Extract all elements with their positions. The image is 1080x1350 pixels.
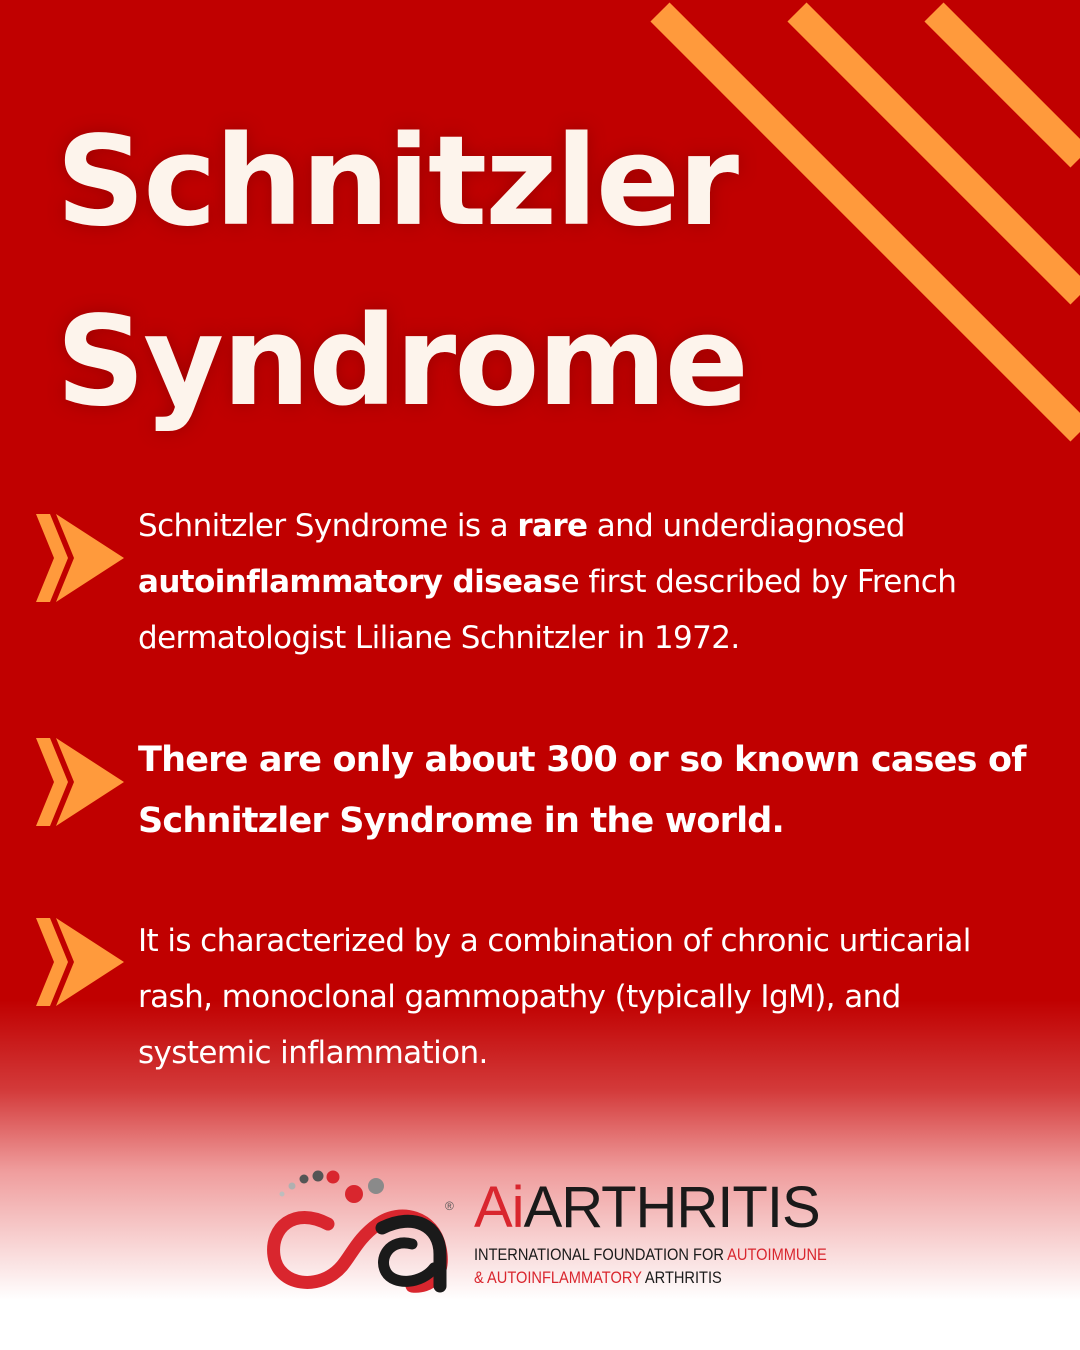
title-line-2: Syndrome [56, 290, 747, 434]
tagline-2-red: & AUTOINFLAMMATORY [474, 1268, 645, 1287]
fact-1-segment: e first described by French dermatologist Liliane Schnitzler in 1972. [138, 564, 957, 656]
page-title [56, 92, 747, 452]
tagline-1-dark: INTERNATIONAL FOUNDATION FOR [474, 1245, 728, 1264]
chevron-arrow-icon [28, 734, 128, 830]
tagline-line-1 [474, 1244, 827, 1266]
tagline-2-dark: ARTHRITIS [644, 1268, 722, 1287]
fact-1-segment: Schnitzler Syndrome is a [138, 508, 518, 544]
title-line-1: Schnitzler [56, 110, 738, 254]
chevron-arrow-icon [28, 510, 128, 606]
tagline-1-red: AUTOIMMUNE [727, 1245, 827, 1264]
brand-arthritis: ARTHRITIS [523, 1175, 820, 1240]
fact-text-3: It is characterized by a combination of chronic urticarial rash, monoclonal gammopathy (typically IgM), and systemic inflammation. [138, 923, 971, 1071]
brand-wordmark [474, 1176, 820, 1240]
registered-mark: ® [445, 1199, 454, 1213]
chevron-arrow-icon [28, 914, 128, 1010]
fact-text-2: There are only about 300 or so known cases of Schnitzler Syndrome in the world. [138, 740, 1026, 841]
fact-1-segment: and underdiagnosed [587, 508, 905, 544]
fact-text-1 [138, 498, 1038, 666]
fact-1-emphasis-disease: autoinflammatory diseas [138, 564, 561, 600]
fact-1-emphasis-rare: rare [517, 508, 588, 544]
brand-ai: Ai [474, 1175, 524, 1240]
tagline-line-2 [474, 1267, 784, 1289]
